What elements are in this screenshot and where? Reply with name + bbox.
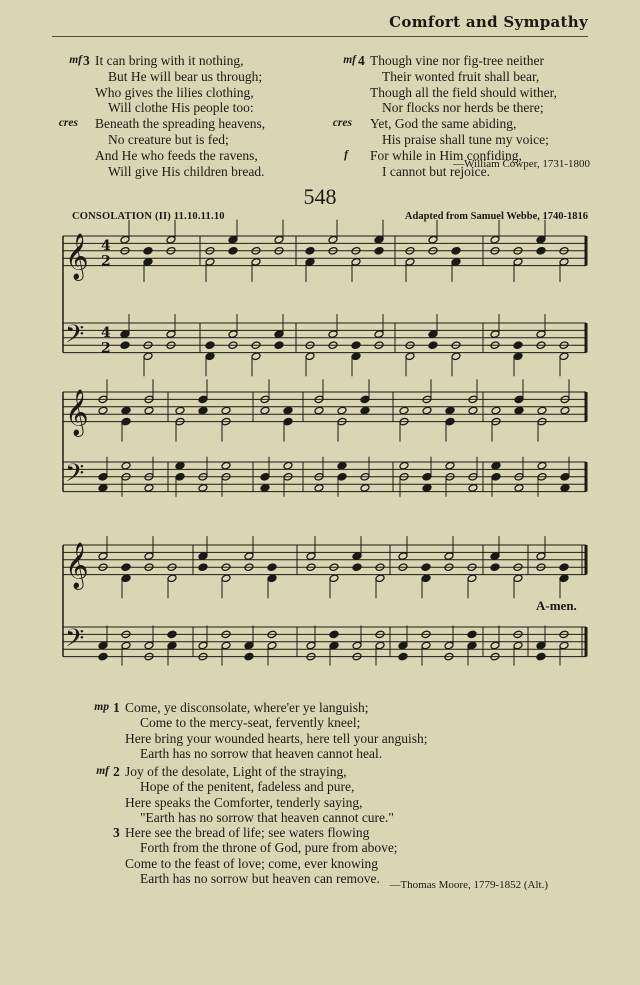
notehead — [405, 258, 415, 267]
notehead — [468, 484, 478, 493]
notehead — [221, 461, 231, 470]
notehead — [451, 352, 461, 361]
notehead — [405, 352, 415, 361]
lyric-line: Though vine nor fig-tree neither — [370, 53, 544, 68]
notation — [65, 220, 570, 666]
notehead — [305, 352, 315, 361]
notehead — [514, 395, 524, 404]
verse-number: 4 — [358, 53, 365, 68]
notehead — [398, 641, 408, 650]
section-title: Comfort and Sympathy — [389, 13, 588, 31]
treble-clef: 𝄞 — [65, 389, 89, 436]
notehead — [444, 552, 454, 561]
notehead — [205, 341, 215, 350]
notehead — [274, 235, 284, 244]
notehead — [167, 574, 177, 583]
notehead — [198, 641, 208, 650]
hymn-number: 548 — [303, 184, 337, 209]
notehead — [514, 484, 524, 493]
notehead — [351, 258, 361, 267]
lyric-line: Here see the bread of life; see waters flowing — [125, 825, 370, 840]
notehead — [513, 341, 523, 350]
hymn-stanza-1 — [94, 700, 428, 762]
notehead — [120, 235, 130, 244]
notehead — [428, 341, 438, 350]
notehead — [467, 574, 477, 583]
notehead — [267, 563, 277, 572]
time-signature-top: 4 — [101, 324, 111, 341]
notehead — [198, 395, 208, 404]
notehead — [274, 341, 284, 350]
bass-clef: 𝄢 — [65, 320, 85, 356]
notehead — [221, 641, 231, 650]
stanza-line — [96, 764, 394, 779]
notehead — [306, 641, 316, 650]
notehead — [374, 235, 384, 244]
notehead — [444, 641, 454, 650]
notehead — [329, 574, 339, 583]
notehead — [536, 247, 546, 256]
notehead — [267, 574, 277, 583]
notehead — [352, 563, 362, 572]
notehead — [491, 473, 501, 482]
notehead — [560, 473, 570, 482]
notehead — [267, 641, 277, 650]
lyric-line: Forth from the throne of God, pure from above; — [140, 840, 398, 856]
notehead — [143, 258, 153, 267]
notehead — [422, 406, 432, 415]
dynamic-mark: cres — [58, 117, 78, 130]
lyric-line: Come to the mercy-seat, fervently kneel; — [140, 715, 361, 731]
notehead — [559, 574, 569, 583]
notehead — [559, 563, 569, 572]
notehead — [144, 484, 154, 493]
verse-number: 3 — [83, 53, 90, 68]
notehead — [360, 484, 370, 493]
notehead — [198, 552, 208, 561]
lyric-line: Will give His children bread. — [108, 163, 265, 179]
notehead — [166, 330, 176, 339]
notehead — [175, 406, 185, 415]
notehead — [144, 641, 154, 650]
notehead — [244, 652, 254, 661]
notehead — [121, 574, 131, 583]
notehead — [422, 473, 432, 482]
lyric-line: But He will bear us through; — [108, 68, 263, 84]
notehead — [205, 352, 215, 361]
notehead — [329, 630, 339, 639]
notehead — [490, 563, 500, 572]
notehead — [283, 417, 293, 426]
notehead — [198, 406, 208, 415]
notehead — [314, 406, 324, 415]
notehead — [314, 484, 324, 493]
hymn-stanza-3 — [113, 825, 398, 887]
notehead — [98, 641, 108, 650]
notehead — [514, 406, 524, 415]
notehead — [536, 235, 546, 244]
notehead — [428, 330, 438, 339]
lyric-line: No creature but is fed; — [108, 131, 229, 147]
notehead — [537, 406, 547, 415]
notehead — [352, 641, 362, 650]
notehead — [198, 563, 208, 572]
amen-label: A-men. — [536, 598, 577, 613]
notehead — [283, 461, 293, 470]
notehead — [536, 641, 546, 650]
composer-credit: Adapted from Samuel Webbe, 1740-1816 — [404, 211, 588, 222]
lyric-line: Will clothe His people too: — [108, 100, 254, 116]
notehead — [491, 461, 501, 470]
lyric-line: Here speaks the Comforter, tenderly saying, — [125, 794, 363, 810]
notehead — [360, 395, 370, 404]
notehead — [98, 652, 108, 661]
lyric-line: "Earth has no sorrow that heaven cannot cure." — [140, 810, 394, 826]
tune-name: CONSOLATION (II) 11.10.11.10 — [72, 211, 225, 222]
notehead — [120, 330, 130, 339]
notehead — [445, 417, 455, 426]
notehead — [399, 406, 409, 415]
notehead — [374, 247, 384, 256]
notehead — [513, 641, 523, 650]
notehead — [421, 563, 431, 572]
dynamic-mark: mp — [94, 701, 109, 713]
notehead — [274, 330, 284, 339]
notehead — [337, 461, 347, 470]
notehead — [98, 484, 108, 493]
notehead — [398, 552, 408, 561]
notehead — [491, 406, 501, 415]
notehead — [306, 552, 316, 561]
notehead — [351, 341, 361, 350]
lyric-line: Here bring your wounded hearts, here tell your anguish; — [125, 730, 428, 746]
notehead — [260, 473, 270, 482]
lyric-line: Come to the feast of love; come, ever knowing — [125, 855, 379, 871]
notehead — [559, 352, 569, 361]
notehead — [375, 574, 385, 583]
notehead — [451, 258, 461, 267]
notehead — [428, 235, 438, 244]
notehead — [374, 330, 384, 339]
notehead — [228, 235, 238, 244]
treble-clef: 𝄞 — [65, 233, 89, 280]
notehead — [167, 630, 177, 639]
lyric-line: Earth has no sorrow that heaven cannot heal. — [140, 746, 383, 762]
time-signature-bottom: 2 — [101, 253, 111, 270]
notehead — [221, 574, 231, 583]
notehead — [490, 641, 500, 650]
notehead — [244, 552, 254, 561]
notehead — [467, 630, 477, 639]
dynamic-mark: mf — [69, 54, 82, 66]
notehead — [166, 235, 176, 244]
notehead — [559, 258, 569, 267]
notehead — [490, 330, 500, 339]
stanza-line — [113, 825, 398, 840]
notehead — [329, 641, 339, 650]
notehead — [399, 461, 409, 470]
notehead — [244, 641, 254, 650]
verse-number: 2 — [113, 764, 120, 779]
notehead — [121, 406, 131, 415]
notehead — [490, 552, 500, 561]
notehead — [251, 352, 261, 361]
notehead — [445, 406, 455, 415]
dynamic-mark: f — [344, 148, 348, 161]
bass-clef: 𝄢 — [65, 459, 85, 495]
notehead — [144, 552, 154, 561]
lyric-line: Come, ye disconsolate, where'er ye languish; — [125, 700, 369, 715]
notehead — [536, 652, 546, 661]
treble-clef: 𝄞 — [65, 542, 89, 589]
notehead — [121, 641, 131, 650]
lyricist-attribution: —Thomas Moore, 1779-1852 (Alt.) — [389, 879, 548, 891]
dynamic-mark: cres — [332, 117, 352, 130]
notehead — [351, 352, 361, 361]
author-attribution: —William Cowper, 1731-1800 — [453, 158, 590, 170]
notehead — [98, 552, 108, 561]
notehead — [144, 406, 154, 415]
notehead — [228, 330, 238, 339]
staff-lines — [63, 233, 586, 660]
notehead — [421, 574, 431, 583]
notehead — [221, 406, 231, 415]
notehead — [98, 406, 108, 415]
notehead — [467, 641, 477, 650]
notehead — [536, 552, 546, 561]
notehead — [251, 258, 261, 267]
notehead — [422, 484, 432, 493]
notehead — [121, 417, 131, 426]
lyric-line: Joy of the desolate, Light of the straying, — [125, 764, 347, 779]
lyric-line: Yet, God the same abiding, — [370, 116, 517, 132]
lyric-line: It can bring with it nothing, — [95, 53, 244, 68]
notehead — [490, 235, 500, 244]
lyric-line: Though all the field should wither, — [370, 84, 557, 100]
notehead — [445, 461, 455, 470]
notehead — [421, 641, 431, 650]
notehead — [143, 247, 153, 256]
notehead — [375, 641, 385, 650]
notehead — [468, 406, 478, 415]
notehead — [120, 341, 130, 350]
lyric-line: Nor flocks nor herds be there; — [382, 100, 544, 116]
lyric-line: For while in Him confiding, — [370, 147, 522, 163]
notehead — [228, 247, 238, 256]
lyric-line: Beneath the spreading heavens, — [95, 116, 266, 132]
notehead — [328, 330, 338, 339]
hymn-stanza-2 — [96, 764, 394, 826]
notehead — [283, 406, 293, 415]
notehead — [513, 352, 523, 361]
notehead — [121, 461, 131, 470]
notehead — [513, 258, 523, 267]
lyric-line: Their wonted fruit shall bear, — [382, 68, 540, 84]
notehead — [360, 406, 370, 415]
verse-number: 1 — [113, 700, 120, 715]
bass-clef: 𝄢 — [65, 624, 85, 660]
time-signature-bottom: 2 — [101, 340, 111, 357]
notehead — [260, 406, 270, 415]
notehead — [167, 641, 177, 650]
notehead — [305, 258, 315, 267]
notehead — [559, 641, 569, 650]
lyric-line: And He who feeds the ravens, — [95, 147, 258, 163]
notehead — [513, 574, 523, 583]
stanza-line — [94, 700, 428, 715]
notehead — [398, 652, 408, 661]
notehead — [175, 461, 185, 470]
notehead — [260, 484, 270, 493]
notehead — [175, 473, 185, 482]
notehead — [560, 484, 570, 493]
notehead — [337, 406, 347, 415]
lyric-line: Who gives the lilies clothing, — [95, 84, 254, 100]
notehead — [121, 563, 131, 572]
notehead — [328, 235, 338, 244]
notehead — [198, 484, 208, 493]
lyric-line: Earth has no sorrow but heaven can remove. — [140, 871, 380, 887]
notehead — [560, 406, 570, 415]
lyric-line: His praise shall tune my voice; — [382, 131, 549, 147]
notehead — [98, 473, 108, 482]
lyric-line: Hope of the penitent, fadeless and pure, — [140, 779, 355, 795]
notehead — [305, 247, 315, 256]
notehead — [537, 461, 547, 470]
time-signature-top: 4 — [101, 237, 111, 254]
verse-number: 3 — [113, 825, 120, 840]
notehead — [337, 473, 347, 482]
lyric-line: I cannot but rejoice. — [382, 163, 490, 179]
dynamic-mark: mf — [96, 765, 109, 777]
dynamic-mark: mf — [343, 54, 356, 66]
notehead — [352, 552, 362, 561]
notehead — [536, 330, 546, 339]
notehead — [205, 258, 215, 267]
notehead — [143, 352, 153, 361]
notehead — [451, 247, 461, 256]
